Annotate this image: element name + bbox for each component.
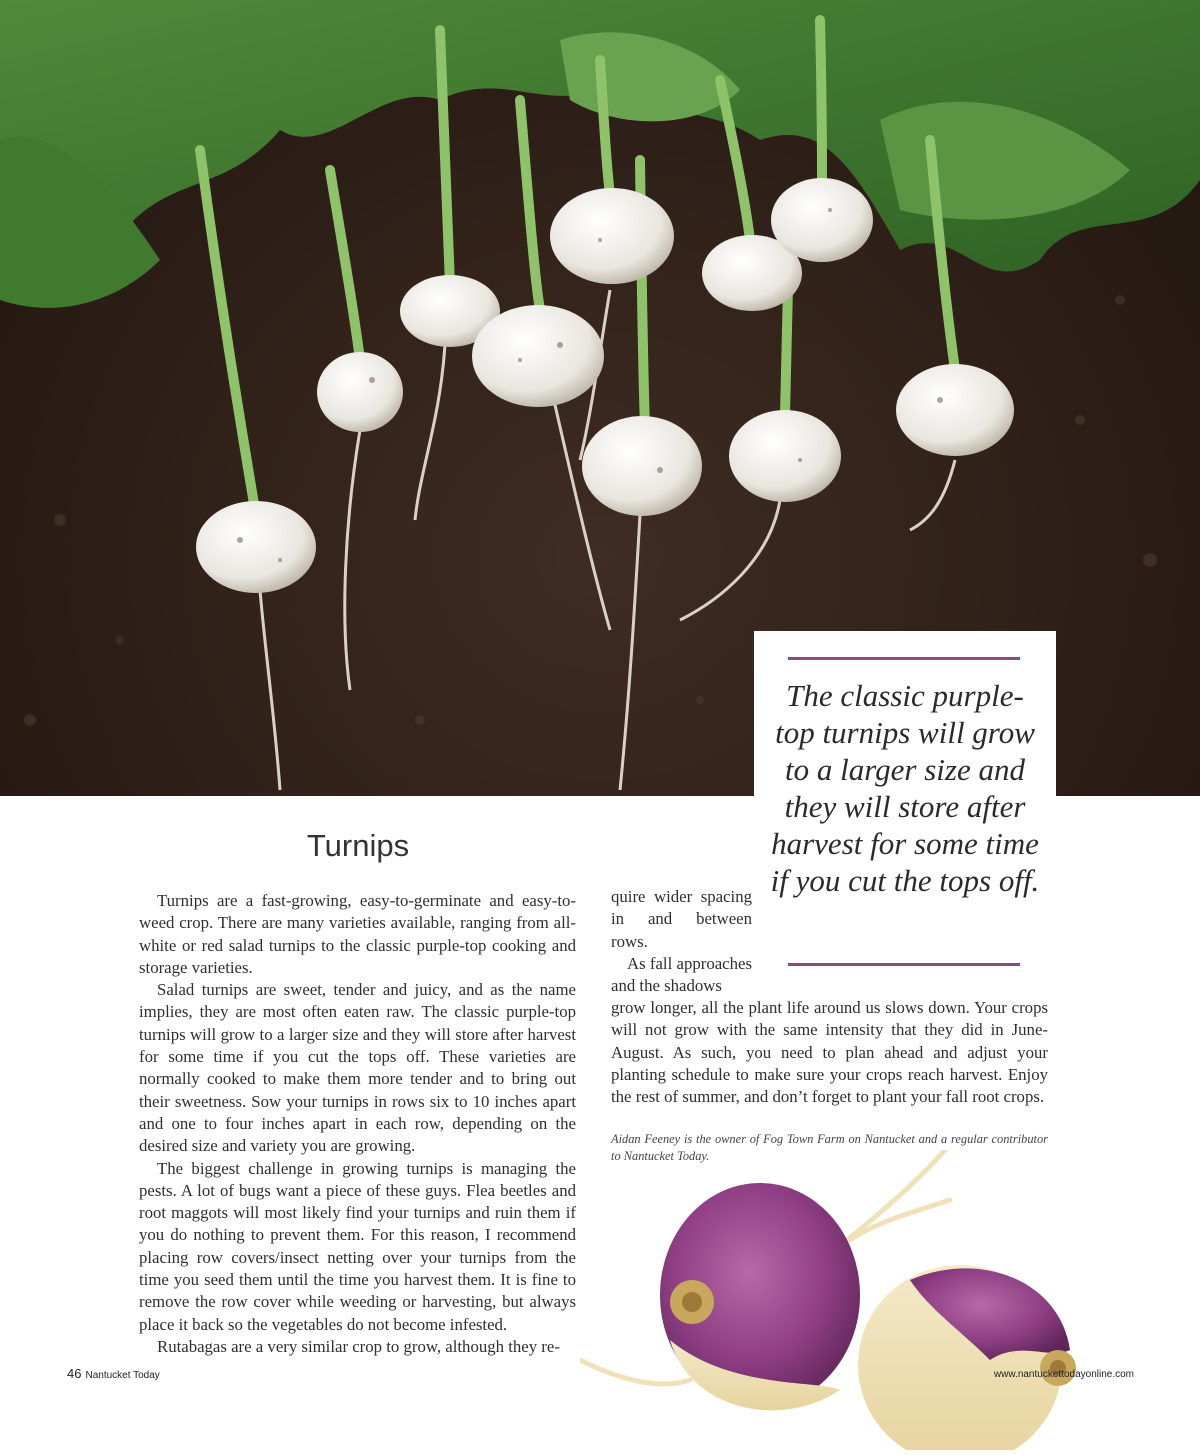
- footer-website: www.nantuckettodayonline.com: [993, 1369, 1134, 1380]
- article-right-wide-column: [611, 997, 1048, 1108]
- paragraph: As fall approaches and the shadows: [611, 953, 752, 996]
- pull-quote-top-rule: [788, 657, 1020, 660]
- paragraph: Rutabagas are a very similar crop to grow, although they re-: [157, 1336, 560, 1356]
- paragraph: Turnips are a fast-growing, easy-to-germinate and easy-to-weed crop. There are many varieties available, ranging from all-white or red salad turnips to the classic purple-top cooking and storage varieties.: [139, 891, 576, 977]
- pull-quote-text: The classic purple-top turnips will grow to a larger size and they will store after harvest for some time if you cut the tops off.: [770, 678, 1040, 898]
- pull-quote-bottom-rule: [788, 963, 1020, 966]
- purple-top-turnips-photo: [580, 1150, 1200, 1450]
- article-title: Turnips: [306, 828, 410, 863]
- footer-folio: [67, 1366, 160, 1381]
- pull-quote: [754, 631, 1056, 976]
- page-number: 46: [67, 1366, 82, 1381]
- paragraph: grow longer, all the plant life around us slows down. Your crops will not grow with the same intensity that they did in June-August. As such, you need to plan ahead and adjust your planting schedule to make sure your crops reach harvest. Enjoy the rest of summer, and don’t forget to plant your fall root crops.: [611, 998, 1048, 1107]
- article-right-narrow-column: [611, 886, 752, 997]
- paragraph: The biggest challenge in growing turnips is managing the pests. A lot of bugs want a piece of these guys. Flea beetles and root maggots will most likely find your turnips and ruin them if you do nothing to prevent them. For this reason, I recommend placing row covers/insect netting over your turnips from the time you seed them until the time you harvest them. It is fine to remove the row cover while weeding or harvesting, but always place it back so the vegetables do not become infested.: [139, 1158, 576, 1334]
- article-left-column: [139, 890, 576, 1358]
- paragraph: quire wider spacing in and between rows.: [611, 887, 752, 951]
- author-bio: Aidan Feeney is the owner of Fog Town Farm on Nantucket and a regular contributor to Nantucket Today.: [611, 1132, 1048, 1163]
- publication-name: Nantucket Today: [85, 1370, 160, 1381]
- paragraph: Salad turnips are sweet, tender and juicy, and as the name implies, they are most often eaten raw. The classic purple-top turnips will grow to a larger size and they will store after harvest for some time if you cut the tops off. These varieties are normally cooked to make them more tender and to bring out their sweetness. Sow your turnips in rows six to 10 inches apart and one to four inches apart in each row, depending on the desired size and variety you are growing.: [139, 980, 576, 1156]
